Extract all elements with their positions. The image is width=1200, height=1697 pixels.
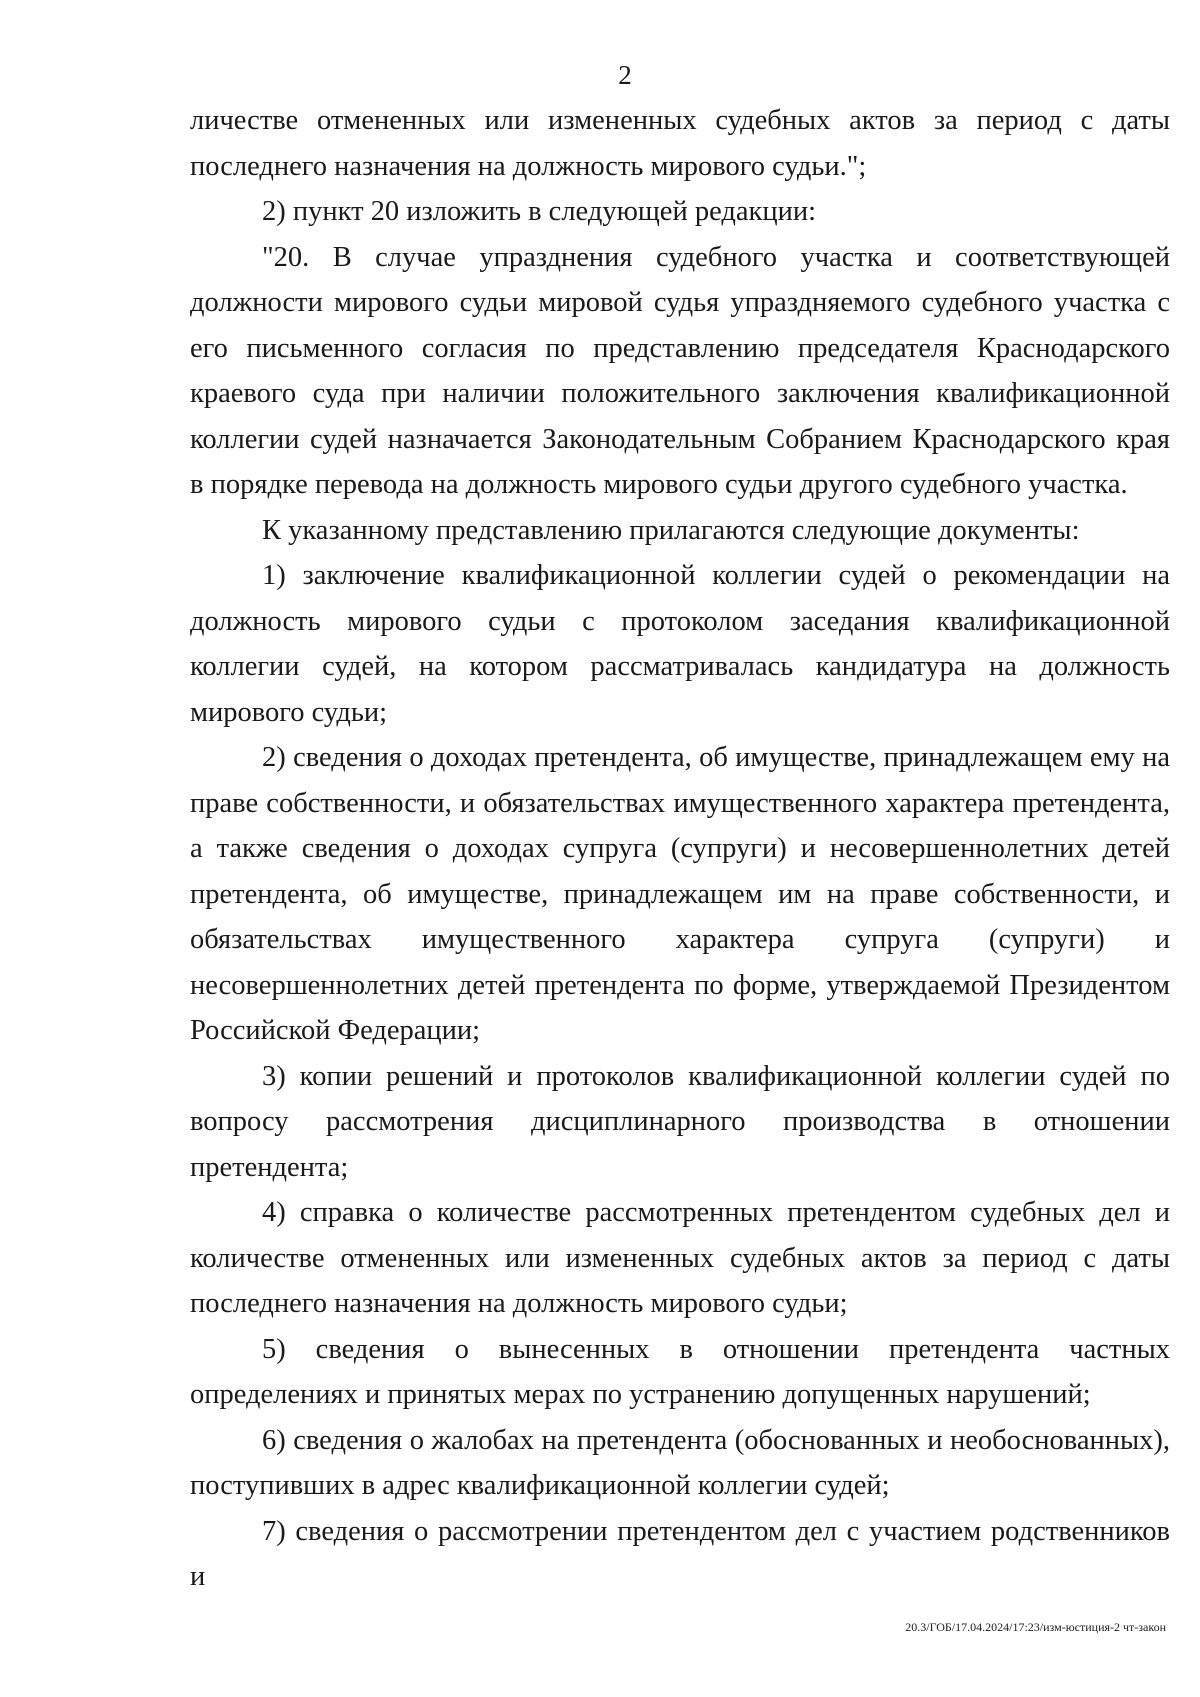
footer-document-code: 20.3/ГОБ/17.04.2024/17:23/изм-юстиция-2 чт-закон [905, 1620, 1166, 1634]
paragraph-documents-intro: К указанному представлению прилагаются следующие документы: [262, 514, 1080, 546]
paragraph-doc-6: 6) сведения о жалобах на претендента (обоснованных и необоснованных), поступивших в адрес квалификационной коллегии судей; [190, 1424, 1170, 1501]
paragraph-clause-20: "20. В случае упразднения судебного участка и соответствующей должности мирового судьи мировой судья упраздняемого судебного участка с его письменного согласия по представлению председателя Краснодарского краевого суда при наличии положительного заключения квалификационной коллегии судей назначается Законодательным Собранием Краснодарского края в порядке перевода на должность мирового судьи другого судебного участка. [190, 241, 1170, 500]
paragraph-doc-3: 3) копии решений и протоколов квалификационной коллегии судей по вопросу рассмотрения дисциплинарного производства в отношении претендента; [190, 1060, 1170, 1183]
paragraph-doc-7: 7) сведения о рассмотрении претендентом дел с участием родственников и [190, 1515, 1170, 1592]
page-number: 2 [618, 60, 632, 90]
paragraph-doc-5: 5) сведения о вынесенных в отношении претендента частных определениях и принятых мерах по устранению допущенных нарушений; [190, 1333, 1170, 1410]
paragraph-item-2: 2) пункт 20 изложить в следующей редакции: [262, 196, 817, 227]
paragraph-continuation: личестве отмененных или измененных судебных актов за период с даты последнего назначения на должность мирового судьи."; [190, 105, 1170, 182]
paragraph-doc-1: 1) заключение квалификационной коллегии судей о рекомендации на должность мирового судьи с протоколом заседания квалификационной коллегии судей, на котором рассматривалась кандидатура на должность мирового судьи; [190, 560, 1170, 728]
document-body [190, 98, 1170, 1600]
paragraph-doc-4: 4) справка о количестве рассмотренных претендентом судебных дел и количестве отмененных или измененных судебных актов за период с даты последнего назначения на должность мирового судьи; [190, 1197, 1170, 1319]
paragraph-doc-2: 2) сведения о доходах претендента, об имуществе, принадлежащем ему на праве собственности, и обязательствах имущественного характера претендента, а также сведения о доходах супруга (супруги) и несовершеннолетних детей претендента, об имуществе, принадлежащем им на праве собственности, и обязательствах имущественного характера супруга (супруги) и несовершеннолетних детей претендента по форме, утверждаемой Президентом Российской Федерации; [190, 742, 1170, 1046]
